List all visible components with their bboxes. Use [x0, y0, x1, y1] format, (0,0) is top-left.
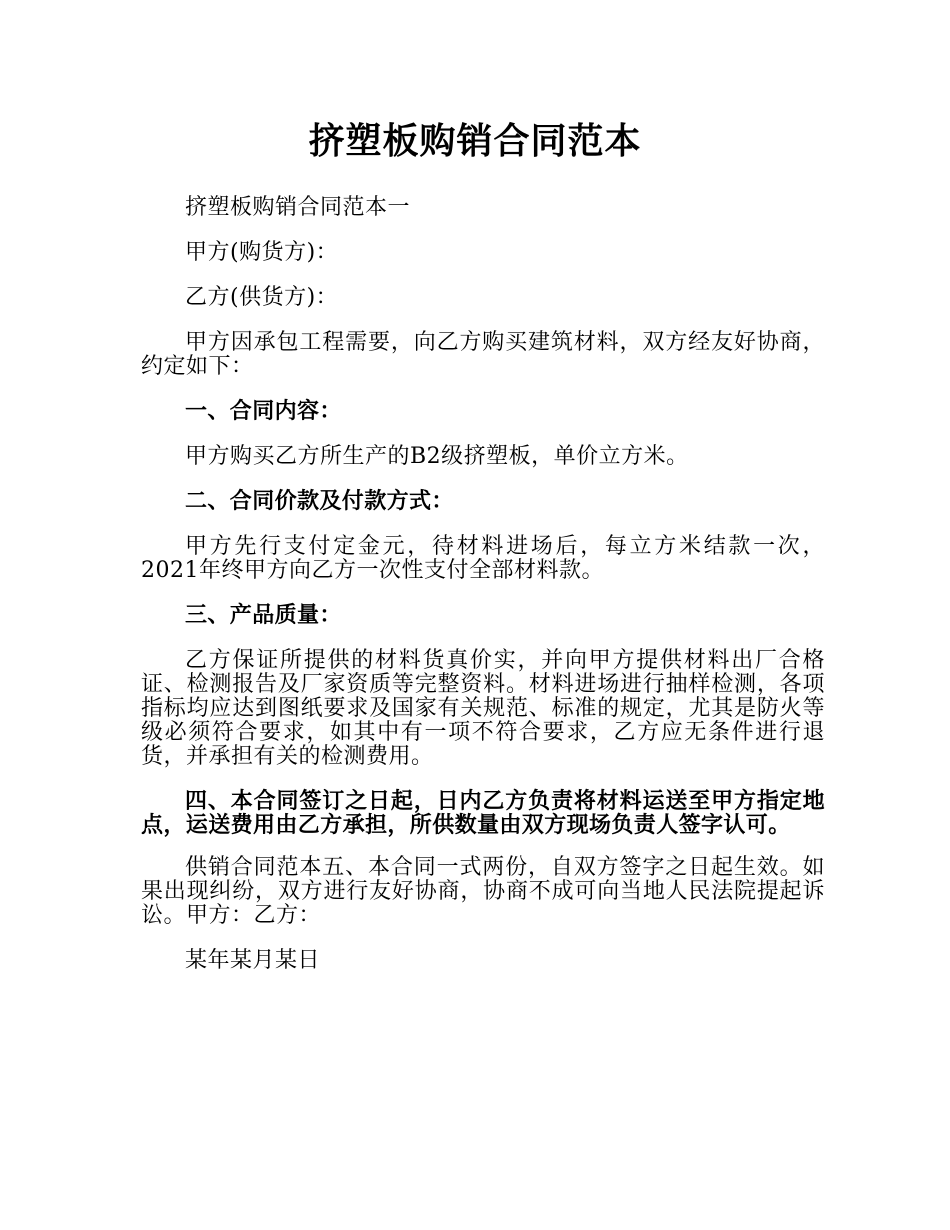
- document-body: [141, 196, 825, 994]
- paragraph-party-b: 乙方(供货方)：: [185, 285, 339, 310]
- section-heading-payment: 二、合同价款及付款方式：: [185, 489, 454, 514]
- paragraph-delivery: 四、本合同签订之日起，日内乙方负责将材料运送至甲方指定地点，运送费用由乙方承担，所供数量由双方现场负责人签字认可。: [141, 789, 825, 838]
- paragraph-contract-heading: 挤塑板购销合同范本一: [185, 195, 411, 220]
- document-title: 挤塑板购销合同范本: [308, 121, 642, 162]
- paragraph-contract-content: 甲方购买乙方所生产的B2级挤塑板，单价立方米。: [185, 444, 689, 469]
- paragraph-preamble: 甲方因承包工程需要，向乙方购买建筑材料，双方经友好协商，约定如下：: [141, 330, 825, 379]
- section-heading-quality: 三、产品质量：: [185, 603, 342, 628]
- paragraph-effectiveness: 供销合同范本五、本合同一式两份，自双方签字之日起生效。如果出现纠纷，双方进行友好协商，协商不成可向当地人民法院提起诉讼。甲方：乙方：: [141, 855, 825, 928]
- paragraph-quality: 乙方保证所提供的材料货真价实，并向甲方提供材料出厂合格证、检测报告及厂家资质等完整资料。材料进场进行抽样检测，各项指标均应达到图纸要求及国家有关规范、标准的规定，尤其是防火等级必须符合要求，如其中有一项不符合要求，乙方应无条件进行退货，并承担有关的检测费用。: [141, 648, 825, 769]
- section-heading-contract-content: 一、合同内容：: [185, 399, 342, 424]
- paragraph-party-a: 甲方(购货方)：: [185, 240, 339, 265]
- paragraph-date: 某年某月某日: [185, 948, 321, 973]
- paragraph-payment: 甲方先行支付定金元，待材料进场后，每立方米结款一次，2021年终甲方向乙方一次性支付全部材料款。: [141, 534, 825, 583]
